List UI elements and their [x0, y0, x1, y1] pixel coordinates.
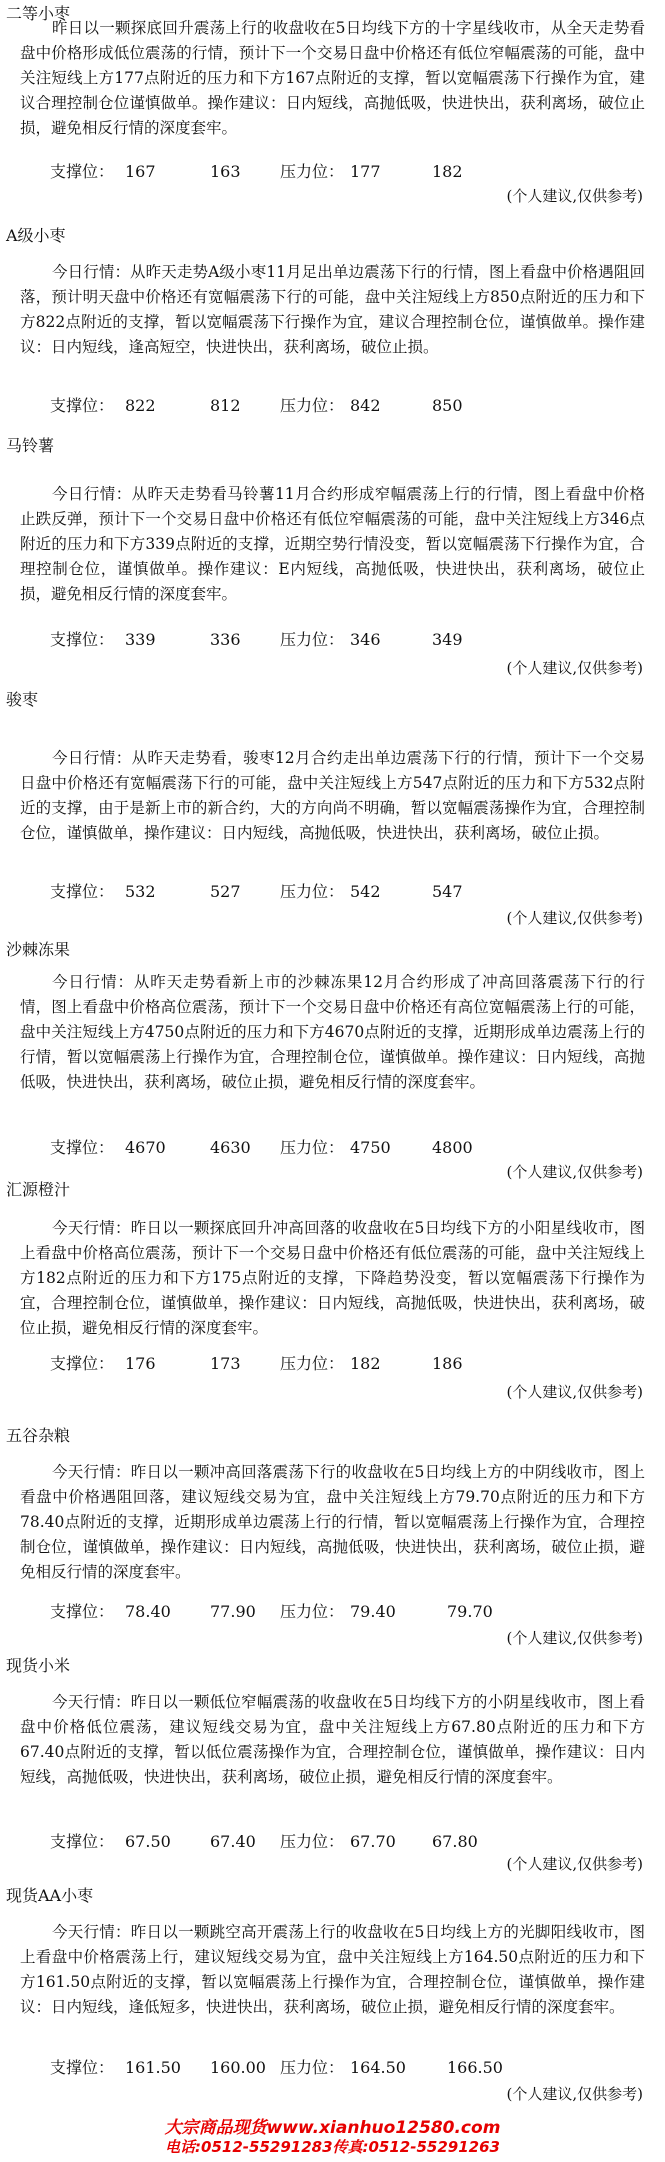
- price-levels: [50, 630, 610, 650]
- section-title: 五谷杂粮: [6, 1426, 71, 1445]
- section-body: 今天行情：昨日以一颗冲高回落震荡下行的收盘收在5日均线上方的中阴线收市，图上看盘中价格遇阻回落，建议短线交易为宜，盘中关注短线上方79.70点附近的压力和下方78.40点附近的支撑，近期形成单边震荡上行的行情，暂以宽幅震荡上行操作为宜，合理控制仓位，谨慎做单，操作建议：日内短线，高抛低吸，快进快出，获利离场，破位止损，避免相反行情的深度套牢。: [20, 1463, 645, 1581]
- section-shaji-dongguo: [0, 940, 665, 1181]
- disclaimer-note: (个人建议,仅供参考): [506, 659, 643, 677]
- resistance-label: 压力位：: [280, 630, 345, 649]
- support-value-1: 78.40: [125, 1602, 171, 1621]
- support-value-2: 163: [210, 162, 241, 181]
- contact-footer: [0, 2118, 665, 2158]
- disclaimer-note: (个人建议,仅供参考): [506, 2085, 643, 2103]
- support-value-2: 527: [210, 882, 241, 901]
- resistance-value-2: 79.70: [447, 1602, 493, 1621]
- price-levels: [50, 1832, 610, 1852]
- section-title: 马铃薯: [6, 436, 55, 455]
- support-value-2: 173: [210, 1354, 241, 1373]
- support-value-2: 4630: [210, 1138, 251, 1157]
- section-title: 现货小米: [6, 1656, 71, 1675]
- disclaimer-note: (个人建议,仅供参考): [506, 1383, 643, 1401]
- support-value-2: 67.40: [210, 1832, 256, 1851]
- section-erdeng-xiaozao: [0, 0, 665, 205]
- support-label: 支撑位：: [50, 1138, 115, 1157]
- disclaimer-note: (个人建议,仅供参考): [506, 1163, 643, 1181]
- section-xianhuo-xiaomi: [0, 1656, 665, 1876]
- section-title: 骏枣: [6, 690, 39, 709]
- section-body: 昨日以一颗探底回升震荡上行的收盘收在5日均线下方的十字星线收市，从全天走势看盘中价格形成低位震荡的行情，预计下一个交易日盘中价格还有低位窄幅震荡的可能，盘中关注短线上方177点附近的压力和下方167点附近的支撑，暂以宽幅震荡下行操作为宜，建议合理控制仓位谨慎做单。操作建议：日内短线，高抛低吸，快进快出，获利离场，破位止损，避免相反行情的深度套牢。: [20, 19, 645, 137]
- resistance-label: 压力位：: [280, 2058, 345, 2077]
- resistance-label: 压力位：: [280, 1602, 345, 1621]
- section-xianhuo-aa-xiaozao: [0, 1886, 665, 2112]
- resistance-label: 压力位：: [280, 1832, 345, 1851]
- support-label: 支撑位：: [50, 2058, 115, 2077]
- resistance-value-1: 164.50: [350, 2058, 406, 2077]
- resistance-value-1: 346: [350, 630, 381, 649]
- support-value-2: 160.00: [210, 2058, 266, 2077]
- support-label: 支撑位：: [50, 162, 115, 181]
- support-label: 支撑位：: [50, 396, 115, 415]
- support-value-1: 67.50: [125, 1832, 171, 1851]
- price-levels: [50, 1354, 610, 1374]
- resistance-label: 压力位：: [280, 1138, 345, 1157]
- section-body: 今天行情：昨日以一颗低位窄幅震荡的收盘收在5日均线下方的小阴星线收市，图上看盘中价格低位震荡，建议短线交易为宜，盘中关注短线上方67.80点附近的压力和下方67.40点附近的支撑，暂以低位震荡操作为宜，合理控制仓位，谨慎做单，操作建议：日内短线，高抛低吸，快进快出，获利离场，破位止损，避免相反行情的深度套牢。: [20, 1693, 645, 1786]
- section-body: 今日行情：从昨天走势看，骏枣12月合约走出单边震荡下行的行情，预计下一个交易日盘中价格还有宽幅震荡下行的可能，盘中关注短线上方547点附近的压力和下方532点附近的支撑，由于是新上市的新合约，大的方向尚不明确，暂以宽幅震荡操作为宜，合理控制仓位，谨慎做单，操作建议：日内短线，高抛低吸，快进快出，获利离场，破位止损。: [20, 749, 645, 842]
- resistance-label: 压力位：: [280, 882, 345, 901]
- price-levels: [50, 882, 610, 902]
- section-title: 沙棘冻果: [6, 940, 71, 959]
- resistance-value-2: 67.80: [432, 1832, 478, 1851]
- support-value-2: 336: [210, 630, 241, 649]
- support-value-2: 812: [210, 396, 241, 415]
- resistance-label: 压力位：: [280, 1354, 345, 1373]
- section-malingshu: [0, 436, 665, 677]
- section-body: 今日行情：从昨天走势看马铃薯11月合约形成窄幅震荡上行的行情，图上看盘中价格止跌反弹，预计下一个交易日盘中价格还有低位窄幅震荡的可能，盘中关注短线上方346点附近的压力和下方339点附近的支撑，近期空势行情没变，暂以宽幅震荡下行操作为宜，合理控制仓位，谨慎做单。操作建议：E内短线，高抛低吸，快进快出，获利离场，破位止损，避免相反行情的深度套牢。: [20, 485, 645, 603]
- disclaimer-note: (个人建议,仅供参考): [506, 187, 643, 205]
- support-label: 支撑位：: [50, 882, 115, 901]
- disclaimer-note: (个人建议,仅供参考): [506, 1629, 643, 1647]
- resistance-value-1: 4750: [350, 1138, 391, 1157]
- support-label: 支撑位：: [50, 630, 115, 649]
- resistance-value-2: 166.50: [447, 2058, 503, 2077]
- support-value-1: 339: [125, 630, 156, 649]
- phone-fax-line: 电话:0512-55291283传真:0512-55291263: [165, 2138, 500, 2156]
- disclaimer-note: (个人建议,仅供参考): [506, 909, 643, 927]
- price-levels: [50, 1138, 610, 1158]
- price-levels: [50, 1602, 610, 1622]
- resistance-value-1: 542: [350, 882, 381, 901]
- section-body: 今日行情：从昨天走势看新上市的沙棘冻果12月合约形成了冲高回落震荡下行的行情，图上看盘中价格高位震荡，预计下一个交易日盘中价格还有高位宽幅震荡上行的可能，盘中关注短线上方4750点附近的压力和下方4670点附近的支撑，近期形成单边震荡上行的行情，暂以宽幅震荡上行操作为宜，合理控制仓位，谨慎做单。操作建议：日内短线，高抛低吸，快进快出，获利离场，破位止损，避免相反行情的深度套牢。: [20, 973, 645, 1091]
- support-label: 支撑位：: [50, 1602, 115, 1621]
- resistance-value-1: 177: [350, 162, 381, 181]
- price-levels: [50, 162, 610, 182]
- support-value-1: 167: [125, 162, 156, 181]
- resistance-value-2: 349: [432, 630, 463, 649]
- resistance-value-2: 182: [432, 162, 463, 181]
- price-levels: [50, 2058, 610, 2078]
- resistance-value-2: 850: [432, 396, 463, 415]
- section-title: 汇源橙汁: [6, 1180, 71, 1199]
- section-body: 今天行情：昨日以一颗探底回升冲高回落的收盘收在5日均线下方的小阳星线收市，图上看盘中价格高位震荡，预计下一个交易日盘中价格还有低位震荡的可能，盘中关注短线上方182点附近的压力和下方175点附近的支撑，下降趋势没变，暂以宽幅震荡下行操作为宜，合理控制仓位，谨慎做单，操作建议：日内短线，高抛低吸，快进快出，获利离场，破位止损，避免相反行情的深度套牢。: [20, 1219, 645, 1337]
- resistance-value-1: 842: [350, 396, 381, 415]
- resistance-value-2: 547: [432, 882, 463, 901]
- support-value-1: 822: [125, 396, 156, 415]
- support-value-1: 161.50: [125, 2058, 181, 2077]
- website-line: 大宗商品现货www.xianhuo12580.com: [164, 2118, 501, 2138]
- support-label: 支撑位：: [50, 1832, 115, 1851]
- section-title: A级小枣: [6, 226, 66, 245]
- section-body: 今日行情：从昨天走势A级小枣11月足出单边震荡下行的行情，图上看盘中价格遇阻回落，预计明天盘中价格还有宽幅震荡下行的可能，盘中关注短线上方850点附近的压力和下方822点附近的支撑，暂以宽幅震荡下行操作为宜，建议合理控制仓位，谨慎做单。操作建议：日内短线，逢高短空，快进快出，获利离场，破位止损。: [20, 263, 645, 356]
- resistance-label: 压力位：: [280, 396, 345, 415]
- support-value-1: 176: [125, 1354, 156, 1373]
- section-junzao: [0, 690, 665, 927]
- resistance-label: 压力位：: [280, 162, 345, 181]
- section-title: 二等小枣: [6, 4, 71, 23]
- resistance-value-1: 182: [350, 1354, 381, 1373]
- support-label: 支撑位：: [50, 1354, 115, 1373]
- support-value-2: 77.90: [210, 1602, 256, 1621]
- resistance-value-2: 4800: [432, 1138, 473, 1157]
- resistance-value-2: 186: [432, 1354, 463, 1373]
- resistance-value-1: 67.70: [350, 1832, 396, 1851]
- support-value-1: 532: [125, 882, 156, 901]
- section-wugu-zaliang: [0, 1426, 665, 1652]
- disclaimer-note: (个人建议,仅供参考): [506, 1855, 643, 1873]
- resistance-value-1: 79.40: [350, 1602, 396, 1621]
- support-value-1: 4670: [125, 1138, 166, 1157]
- section-body: 今天行情：昨日以一颗跳空高开震荡上行的收盘收在5日均线上方的光脚阳线收市，图上看盘中价格震荡上行，建议短线交易为宜，盘中关注短线上方164.50点附近的压力和下方161.50点附近的支撑，暂以宽幅震荡上行操作为宜，合理控制仓位，谨慎做单，操作建议：日内短线，逢低短多，快进快出，获利离场，破位止损，避免相反行情的深度套牢。: [20, 1923, 645, 2016]
- section-a-xiaozao: [0, 226, 665, 426]
- section-huiyuan-chengzhi: [0, 1180, 665, 1408]
- price-levels: [50, 396, 610, 416]
- section-title: 现货AA小枣: [6, 1886, 94, 1905]
